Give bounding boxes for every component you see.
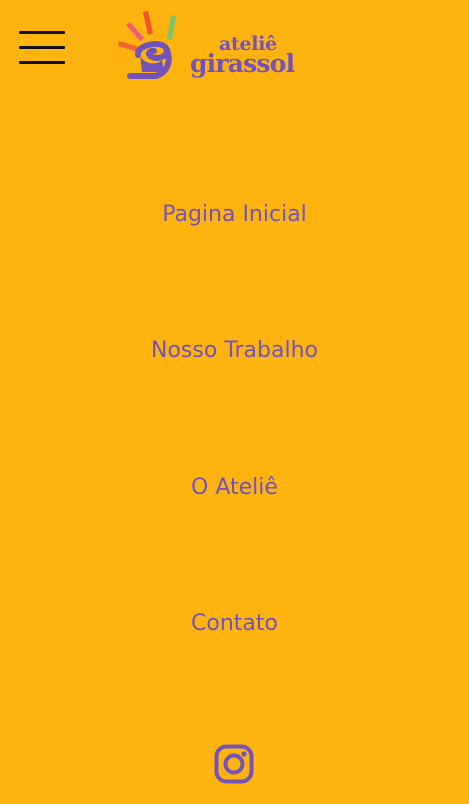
menu-line bbox=[19, 61, 65, 64]
menu-line bbox=[19, 31, 65, 34]
nav-link-home[interactable]: Pagina Inicial bbox=[162, 202, 307, 227]
logo-petal-red bbox=[143, 11, 153, 35]
menu-line bbox=[19, 46, 65, 49]
logo-petal-pink bbox=[126, 22, 144, 41]
logo[interactable] bbox=[116, 10, 296, 82]
nav-link-atelier[interactable]: O Ateliê bbox=[191, 475, 278, 500]
logo-word-girassol: girassol bbox=[190, 49, 295, 78]
instagram-icon[interactable] bbox=[214, 744, 254, 784]
logo-petal-green bbox=[167, 15, 176, 40]
nav-link-our-work[interactable]: Nosso Trabalho bbox=[151, 338, 318, 363]
sunflower-logo-icon bbox=[116, 10, 180, 80]
nav-link-contact[interactable]: Contato bbox=[191, 611, 278, 636]
logo-word-atelie: ateliê bbox=[219, 33, 277, 55]
hamburger-menu-button[interactable] bbox=[18, 28, 66, 68]
